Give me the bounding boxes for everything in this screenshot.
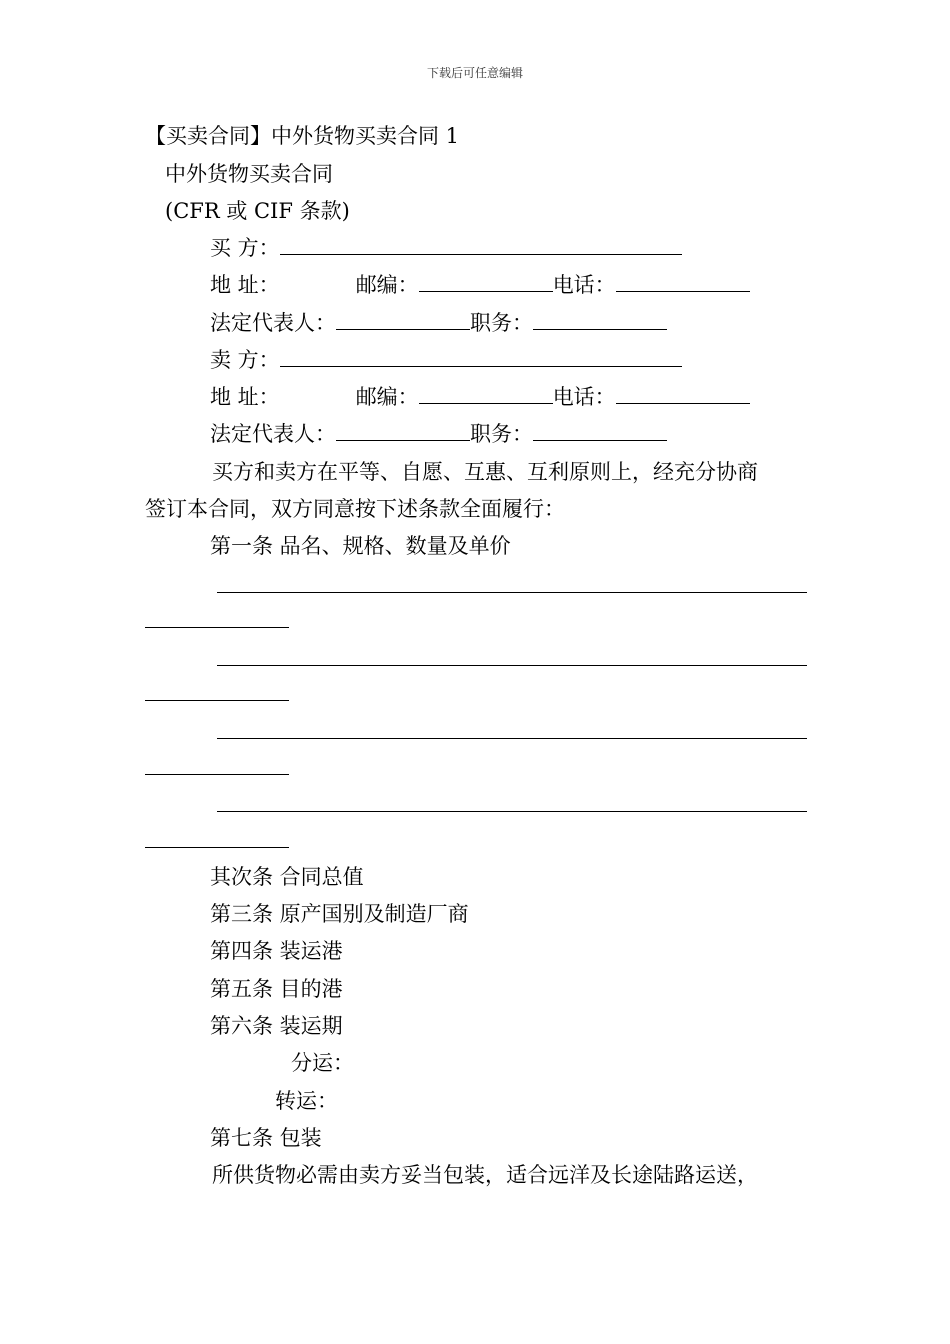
article-6-transshipment: 转运：: [275, 1089, 338, 1113]
article-6-heading: 第六条 装运期: [210, 1014, 343, 1038]
buyer-rep-line: [210, 310, 667, 336]
article-1-heading: 第一条 品名、规格、数量及单价: [210, 534, 511, 558]
buyer-label: 买 方：: [210, 236, 280, 260]
seller-rep-field[interactable]: [336, 422, 470, 441]
contract-subtitle: 中外货物买卖合同: [165, 162, 333, 186]
page-header: 下载后可任意编辑: [426, 66, 523, 80]
document-title: 【买卖合同】中外货物买卖合同 1: [145, 124, 460, 148]
buyer-title-field[interactable]: [533, 311, 667, 330]
seller-address-label: 地 址：: [210, 385, 280, 409]
intro-line-2: 签订本合同，双方同意按下述条款全面履行：: [145, 497, 565, 521]
buyer-phone-field[interactable]: [616, 273, 750, 292]
buyer-address-label: 地 址：: [210, 273, 280, 297]
article-4-heading: 第四条 装运港: [210, 939, 343, 963]
buyer-line: [210, 235, 682, 261]
article-5-heading: 第五条 目的港: [210, 977, 343, 1001]
seller-postcode-field[interactable]: [419, 385, 553, 404]
seller-name-field[interactable]: [280, 348, 682, 367]
seller-label: 卖 方：: [210, 348, 280, 372]
article-3-heading: 第三条 原产国别及制造厂商: [210, 902, 469, 926]
article-1-field-2[interactable]: [217, 665, 807, 666]
article-7-heading: 第七条 包装: [210, 1126, 322, 1150]
buyer-postcode-field[interactable]: [419, 273, 553, 292]
article-1-field-2-cont[interactable]: [145, 700, 289, 701]
buyer-address-line: [210, 272, 750, 298]
article-1-field-3[interactable]: [217, 738, 807, 739]
article-1-field-4[interactable]: [217, 811, 807, 812]
seller-line: [210, 347, 682, 373]
buyer-name-field[interactable]: [280, 236, 682, 255]
seller-title-label: 职务：: [470, 422, 533, 446]
article-2-heading: 其次条 合同总值: [210, 865, 364, 889]
seller-title-field[interactable]: [533, 422, 667, 441]
seller-rep-line: [210, 421, 667, 447]
article-1-field-1[interactable]: [217, 592, 807, 593]
buyer-rep-field[interactable]: [336, 311, 470, 330]
seller-phone-field[interactable]: [616, 385, 750, 404]
buyer-rep-label: 法定代表人：: [210, 311, 336, 335]
intro-line-1: 买方和卖方在平等、自愿、互惠、互利原则上，经充分协商: [212, 460, 758, 484]
article-1-field-3-cont[interactable]: [145, 774, 289, 775]
article-1-field-4-cont[interactable]: [145, 847, 289, 848]
article-6-partial-shipment: 分运：: [291, 1051, 354, 1075]
article-7-text: 所供货物必需由卖方妥当包装，适合远洋及长途陆路运送，: [212, 1163, 758, 1187]
buyer-postcode-label: 邮编：: [355, 273, 419, 297]
article-1-field-1-cont[interactable]: [145, 627, 289, 628]
buyer-title-label: 职务：: [470, 311, 533, 335]
buyer-phone-label: 电话：: [552, 273, 616, 297]
seller-address-line: [210, 384, 750, 410]
seller-phone-label: 电话：: [552, 385, 616, 409]
seller-postcode-label: 邮编：: [355, 385, 419, 409]
contract-terms: (CFR 或 CIF 条款): [165, 199, 350, 223]
seller-rep-label: 法定代表人：: [210, 422, 336, 446]
